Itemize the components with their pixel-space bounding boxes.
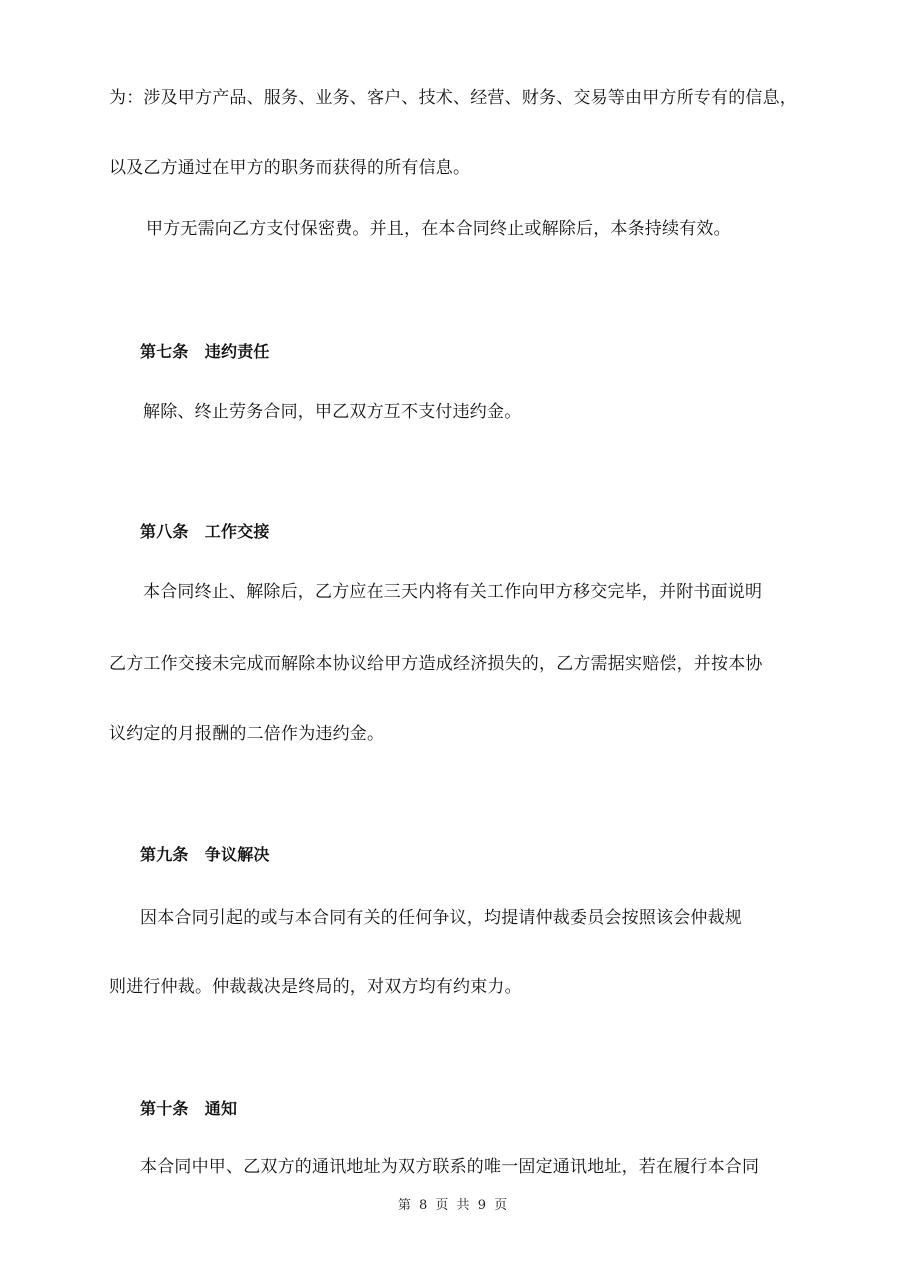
article-9-text: 因本合同引起的或与本合同有关的任何争议，均提请仲裁委员会按照该会仲裁规 bbox=[140, 908, 742, 928]
article-7-text: 解除、终止劳务合同，甲乙双方互不支付违约金。 bbox=[143, 402, 522, 422]
page-footer: 第 8 页 共 9 页 bbox=[397, 1198, 508, 1213]
article-9-text: 则进行仲裁。仲裁裁决是终局的，对双方均有约束力。 bbox=[109, 977, 522, 997]
article-8-text: 乙方工作交接未完成而解除本协议给甲方造成经济损失的，乙方需据实赔偿，并按本协 bbox=[109, 654, 763, 674]
article-7-heading: 第七条 违约责任 bbox=[140, 342, 270, 361]
article-9-heading: 第九条 争议解决 bbox=[140, 845, 270, 864]
paragraph-line: 以及乙方通过在甲方的职务而获得的所有信息。 bbox=[109, 158, 471, 178]
article-10-text: 本合同中甲、乙双方的通讯地址为双方联系的唯一固定通讯地址，若在履行本合同 bbox=[140, 1157, 760, 1177]
article-10-heading: 第十条 通知 bbox=[140, 1099, 238, 1118]
paragraph-line: 为：涉及甲方产品、服务、业务、客户、技术、经营、财务、交易等由甲方所专有的信息， bbox=[109, 88, 797, 108]
article-8-text: 议约定的月报酬的二倍作为违约金。 bbox=[109, 724, 385, 744]
article-8-heading: 第八条 工作交接 bbox=[140, 522, 270, 541]
paragraph-line: 甲方无需向乙方支付保密费。并且，在本合同终止或解除后，本条持续有效。 bbox=[146, 219, 731, 239]
article-8-text: 本合同终止、解除后，乙方应在三天内将有关工作向甲方移交完毕，并附书面说明 bbox=[143, 582, 763, 602]
